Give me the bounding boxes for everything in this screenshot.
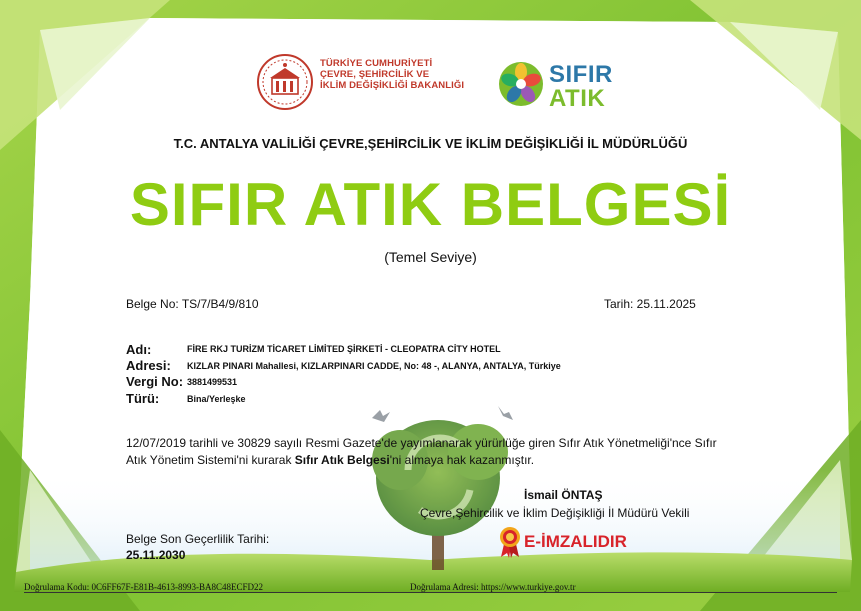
rosette-icon <box>498 526 522 558</box>
tax-number-value: 3881499531 <box>187 377 238 387</box>
ministry-line-2: ÇEVRE, ŞEHİRCİLİK VE <box>320 69 430 80</box>
statement-text-2: 'ni almaya hak kazanmıştır. <box>389 453 535 467</box>
type-value: Bina/Yerleşke <box>187 394 246 404</box>
tax-number-label: Vergi No: <box>126 374 184 389</box>
name-label: Adı: <box>126 342 152 357</box>
ministry-logo <box>256 52 486 116</box>
ministry-line-1: TÜRKİYE CUMHURİYETİ <box>320 58 433 69</box>
zero-waste-word-2: ATIK <box>549 85 606 112</box>
verification-code: Doğrulama Kodu: 0C6FF67F-E81B-4613-8993-BA8C48ECFD22 <box>24 582 264 592</box>
validity-label: Belge Son Geçerlilik Tarihi: <box>126 532 270 546</box>
document-number: Belge No: TS/7/B4/9/810 <box>126 297 259 311</box>
statement-text-1: 12/07/2019 tarihli ve 30829 sayılı Resmi Gazete'de yayımlanarak yürürlüğe giren Sıfır Atık Yönetmeliği'nce Sıfır Atık Yönetim Sistemi'ni kurarak <box>126 436 717 467</box>
zero-waste-word-1: SIFIR <box>549 61 613 88</box>
verification-address: Doğrulama Adresi: https://www.turkiye.gov.tr <box>410 582 576 592</box>
signer-name: İsmail ÖNTAŞ <box>524 488 603 502</box>
validity-date: 25.11.2030 <box>126 548 186 562</box>
document-date: Tarih: 25.11.2025 <box>604 297 696 311</box>
certificate-title: SIFIR ATIK BELGESİ <box>129 171 732 238</box>
e-signature-stamp <box>498 526 648 558</box>
certificate-level: (Temel Seviye) <box>384 249 477 265</box>
address-value: KIZLAR PINARI Mahallesi, KIZLARPINARI CADDE, No: 48 -, ALANYA, ANTALYA, Türkiye <box>187 361 561 371</box>
name-value: FİRE RKJ TURİZM TİCARET LİMİTED ŞİRKETİ - CLEOPATRA CİTY HOTEL <box>187 344 501 354</box>
zero-waste-logo <box>497 58 617 110</box>
statement-bold: Sıfır Atık Belgesi <box>294 453 390 467</box>
directorate-heading: T.C. ANTALYA VALİLİĞİ ÇEVRE,ŞEHİRCİLİK VE İKLİM DEĞİŞİKLİĞİ İL MÜDÜRLÜĞÜ <box>173 136 688 151</box>
ministry-name <box>320 58 464 91</box>
ministry-line-3: İKLİM DEĞİŞİKLİĞİ BAKANLIĞI <box>320 80 465 91</box>
certification-statement <box>126 435 726 469</box>
type-label: Türü: <box>126 391 160 406</box>
ministry-emblem-icon <box>256 52 314 112</box>
footer-divider <box>24 592 837 593</box>
e-signature-label: E-İMZALIDIR <box>524 532 627 551</box>
signer-title: Çevre,Şehircilik ve İklim Değişikliği İl Müdürü Vekili <box>420 506 690 520</box>
address-label: Adresi: <box>126 358 171 373</box>
zero-waste-flower-icon <box>497 58 545 110</box>
